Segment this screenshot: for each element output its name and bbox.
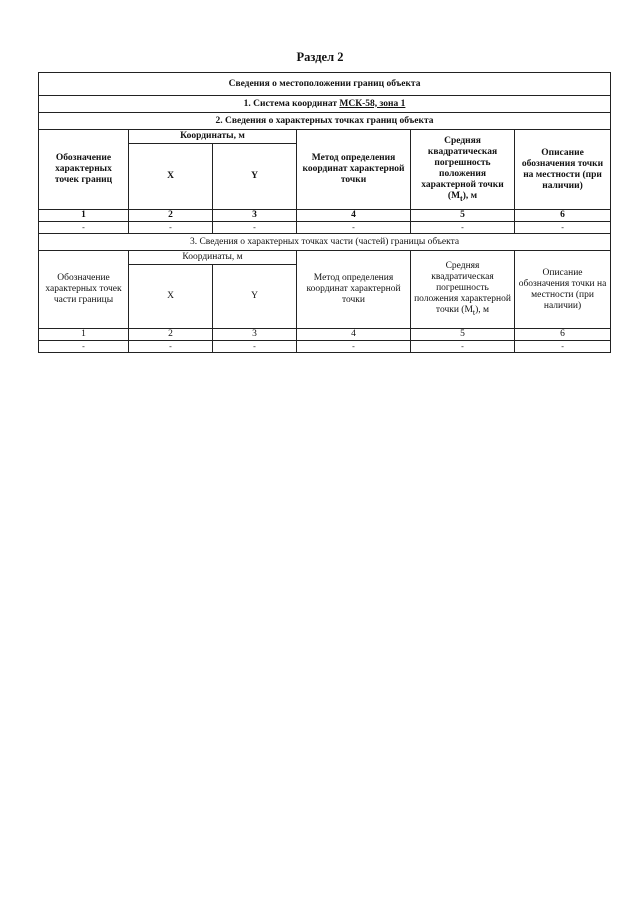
table-row: [39, 222, 611, 234]
s3-header-error: Средняя квадратическая погрешность положения характерной точки $(M_t)$, м: [411, 251, 515, 329]
s3-header-method: Метод определения координат характерной точки: [297, 251, 411, 329]
page-title: Раздел 2: [296, 50, 344, 64]
s2-cell-4: -: [297, 222, 411, 234]
s3-num-3: 3: [213, 329, 297, 341]
table-row: [39, 341, 611, 353]
s3-num-6: 6: [515, 329, 611, 341]
s2-num-3: 3: [213, 210, 297, 222]
s3-header-x: X: [129, 265, 213, 329]
s3-cell-6: -: [515, 341, 611, 353]
s2-num-5: 5: [411, 210, 515, 222]
s2-cell-2: -: [129, 222, 213, 234]
s3-header-description: Описание обозначения точки на местности (при наличии): [515, 251, 611, 329]
s2-cell-5: -: [411, 222, 515, 234]
s3-cell-2: -: [129, 341, 213, 353]
s2-num-1: 1: [39, 210, 129, 222]
coord-system-row: [39, 96, 611, 113]
s2-num-6: 6: [515, 210, 611, 222]
s2-cell-6: -: [515, 222, 611, 234]
s2-header-y: Y: [213, 144, 297, 210]
s3-num-4: 4: [297, 329, 411, 341]
table-title: Сведения о местоположении границ объекта: [39, 73, 611, 96]
s3-cell-3: -: [213, 341, 297, 353]
s3-cell-5: -: [411, 341, 515, 353]
boundary-table: [38, 72, 611, 353]
s2-num-4: 4: [297, 210, 411, 222]
s3-cell-1: -: [39, 341, 129, 353]
s3-num-5: 5: [411, 329, 515, 341]
coord-system-label: 1. Система координат: [243, 98, 338, 109]
s2-header-designation: Обозначение характерных точек границ: [39, 130, 129, 210]
s3-cell-4: -: [297, 341, 411, 353]
s2-number-row: [39, 210, 611, 222]
s2-cell-3: -: [213, 222, 297, 234]
s3-number-row: [39, 329, 611, 341]
s2-header-error: Средняя квадратическая погрешность положения характерной точки $(M_t)$, м: [411, 130, 515, 210]
section3-heading: 3. Сведения о характерных точках части (частей) границы объекта: [39, 234, 611, 251]
section2-heading: 2. Сведения о характерных точках границ объекта: [39, 113, 611, 130]
s2-header-coords: Координаты, м: [129, 130, 297, 144]
s3-header-designation: Обозначение характерных точек части границы: [39, 251, 129, 329]
s2-num-2: 2: [129, 210, 213, 222]
s2-cell-1: -: [39, 222, 129, 234]
s3-num-1: 1: [39, 329, 129, 341]
s3-num-2: 2: [129, 329, 213, 341]
s2-header-method: Метод определения координат характерной точки: [297, 130, 411, 210]
s3-header-y: Y: [213, 265, 297, 329]
s2-header-description: Описание обозначения точки на местности (при наличии): [515, 130, 611, 210]
s3-header-coords: Координаты, м: [129, 251, 297, 265]
coord-system-value: МСК-58, зона 1: [339, 98, 406, 109]
s2-header-x: X: [129, 144, 213, 210]
